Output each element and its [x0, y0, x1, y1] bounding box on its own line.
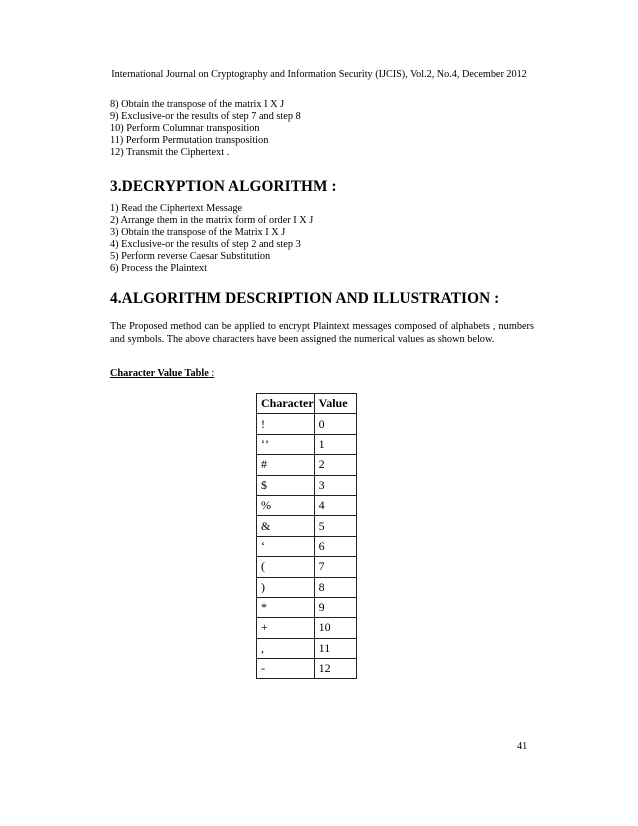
value-cell: 6 [314, 536, 356, 556]
character-cell: % [257, 495, 315, 515]
encryption-steps-list [110, 99, 301, 159]
list-item: 2) Arrange them in the matrix form of order I X J [110, 214, 314, 226]
character-cell: * [257, 597, 315, 617]
character-cell: + [257, 618, 315, 638]
table-caption-colon: : [208, 368, 215, 379]
table-row [257, 557, 357, 577]
character-cell: & [257, 516, 315, 536]
table-caption-text: Character Value Table [110, 368, 209, 379]
body-paragraph: The Proposed method can be applied to encrypt Plaintext messages composed of alphabets , numbers and symbols. The above characters have been assigned the numerical values as shown below. [110, 321, 534, 346]
table-row [257, 659, 357, 679]
column-header-character: Character [257, 394, 315, 414]
table-header-row [257, 394, 357, 414]
list-item: 9) Exclusive-or the results of step 7 and step 8 [110, 110, 301, 122]
page-number: 41 [517, 741, 528, 752]
character-cell: $ [257, 475, 315, 495]
table-row [257, 638, 357, 658]
character-cell: ) [257, 577, 315, 597]
list-item: 5) Perform reverse Caesar Substitution [110, 250, 271, 262]
value-cell: 12 [314, 659, 356, 679]
decryption-steps-list [110, 203, 313, 274]
list-item: 12) Transmit the Ciphertext . [110, 146, 230, 158]
table-row [257, 597, 357, 617]
list-item: 8) Obtain the transpose of the matrix I X J [110, 99, 285, 110]
table-row [257, 495, 357, 515]
table-row [257, 618, 357, 638]
character-cell: ( [257, 557, 315, 577]
value-cell: 2 [314, 455, 356, 475]
table-caption [110, 368, 214, 379]
list-item: 11) Perform Permutation transposition [110, 134, 269, 146]
value-cell: 9 [314, 597, 356, 617]
list-item: 1) Read the Ciphertext Message [110, 203, 243, 214]
table-row [257, 455, 357, 475]
table-row [257, 434, 357, 454]
section-heading-algorithm-description: 4.ALGORITHM DESCRIPTION AND ILLUSTRATION : [110, 290, 500, 307]
value-cell: 11 [314, 638, 356, 658]
list-item: 6) Process the Plaintext [110, 262, 207, 274]
table-row [257, 577, 357, 597]
list-item: 10) Perform Columnar transposition [110, 122, 260, 134]
value-cell: 4 [314, 495, 356, 515]
table-row [257, 414, 357, 434]
value-cell: 10 [314, 618, 356, 638]
value-cell: 0 [314, 414, 356, 434]
list-item: 4) Exclusive-or the results of step 2 and step 3 [110, 238, 301, 250]
value-cell: 1 [314, 434, 356, 454]
table-row [257, 516, 357, 536]
value-cell: 7 [314, 557, 356, 577]
value-cell: 3 [314, 475, 356, 495]
character-cell: # [257, 455, 315, 475]
list-item: 3) Obtain the transpose of the Matrix I X J [110, 226, 286, 238]
character-cell: ! [257, 414, 315, 434]
journal-header: International Journal on Cryptography and Information Security (IJCIS), Vol.2, No.4, December 2012 [111, 69, 527, 80]
value-cell: 8 [314, 577, 356, 597]
table-row [257, 536, 357, 556]
character-value-table [256, 393, 357, 679]
character-cell: ‘ [257, 536, 315, 556]
table-row [257, 475, 357, 495]
character-cell: , [257, 638, 315, 658]
character-cell: ‘’ [257, 434, 315, 454]
character-cell: - [257, 659, 315, 679]
section-heading-decryption: 3.DECRYPTION ALGORITHM : [110, 178, 337, 195]
value-cell: 5 [314, 516, 356, 536]
column-header-value: Value [314, 394, 356, 414]
